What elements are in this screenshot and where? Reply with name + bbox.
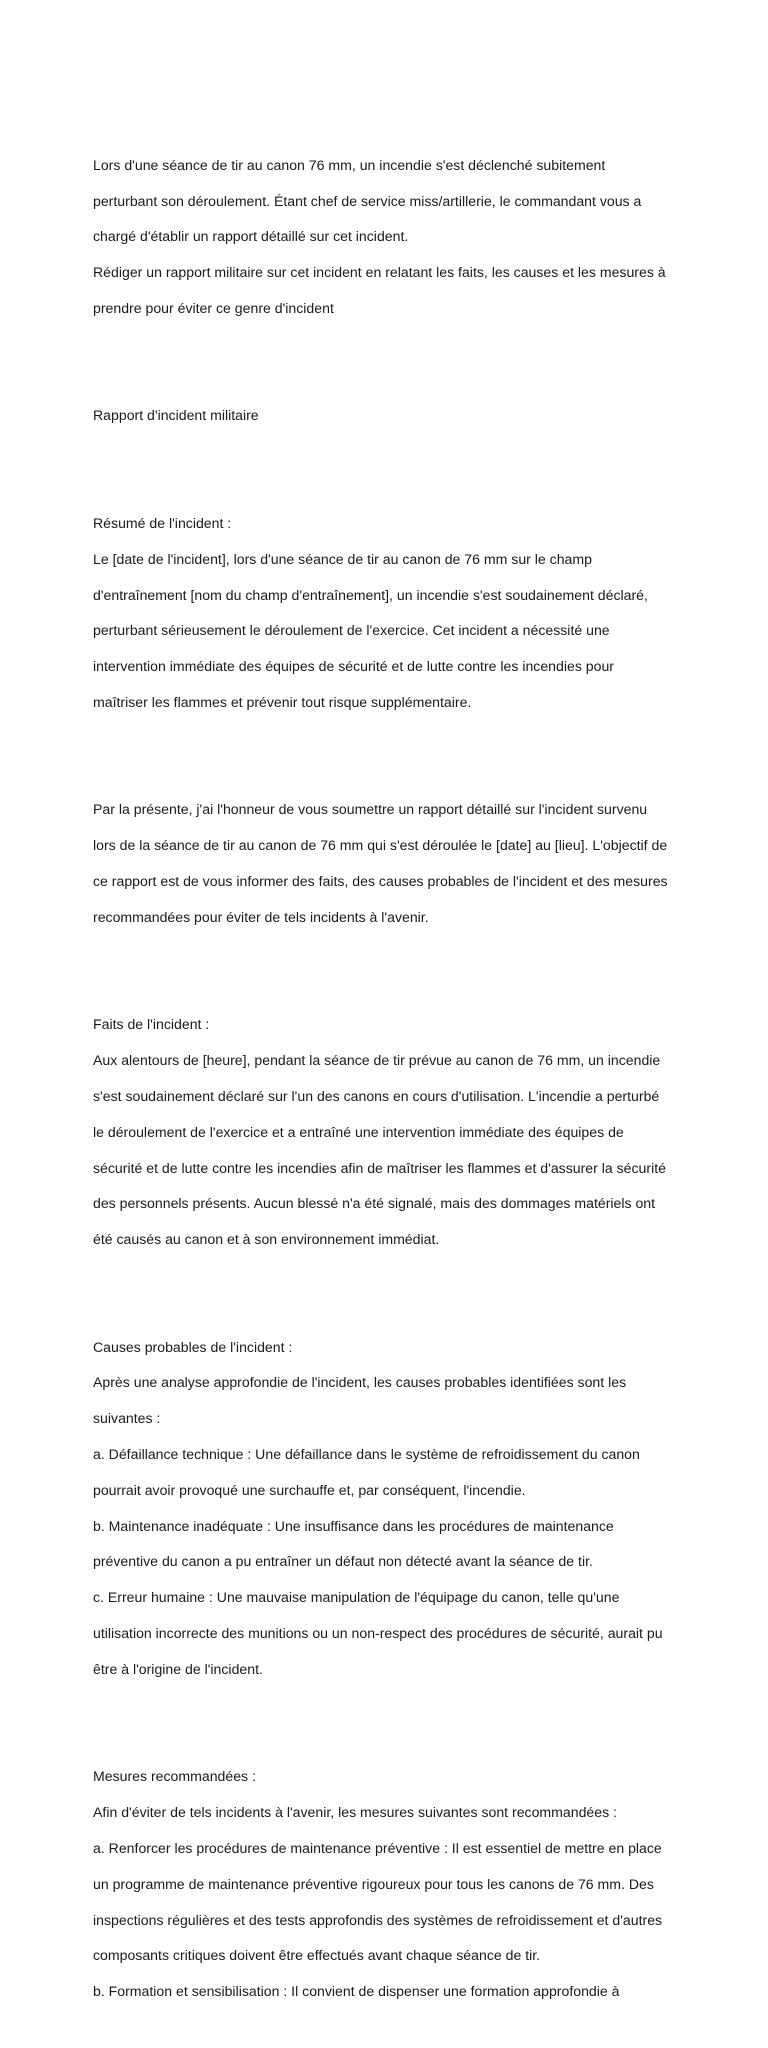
text-line: Le [date de l'incident], lors d'une séance de tir au canon de 76 mm sur le champ: [93, 550, 592, 567]
list-item-c: c. Erreur humaine : Une mauvaise manipulation de l'équipage du canon, telle qu'une: [93, 1589, 620, 1606]
text-line: s'est soudainement déclaré sur l'un des canons en cours d'utilisation. L'incendie a perturbé: [93, 1087, 660, 1104]
text-line: le déroulement de l'exercice et a entraîné une intervention immédiate des équipes de: [93, 1123, 624, 1140]
text-line: perturbant sérieusement le déroulement de l'exercice. Cet incident a nécessité une: [93, 622, 610, 639]
text-line: inspections régulières et des tests approfondis des systèmes de refroidissement et d'autres: [93, 1911, 663, 1928]
report-title: Rapport d'incident militaire: [93, 407, 259, 424]
text-line: intervention immédiate des équipes de sécurité et de lutte contre les incendies pour: [93, 658, 614, 675]
text-line: des personnels présents. Aucun blessé n'a été signalé, mais des dommages matériels ont: [93, 1195, 656, 1212]
text-line: suivantes :: [93, 1410, 161, 1427]
section-heading: Résumé de l'incident :: [93, 514, 232, 531]
text-line: maîtriser les flammes et prévenir tout risque supplémentaire.: [93, 693, 472, 710]
causes-section: [93, 1321, 673, 1697]
text-line: Aux alentours de [heure], pendant la séance de tir prévue au canon de 76 mm, un incendie: [93, 1052, 661, 1069]
text-line: été causés au canon et à son environnement immédiat.: [93, 1231, 440, 1248]
text-line: Par la présente, j'ai l'honneur de vous soumettre un rapport détaillé sur l'incident survenu: [93, 801, 648, 818]
text-line: être à l'origine de l'incident.: [93, 1660, 263, 1677]
intro-paragraph: [93, 139, 673, 336]
section-heading: Causes probables de l'incident :: [93, 1338, 293, 1355]
text-line: perturbant son déroulement. Étant chef de service miss/artillerie, le commandant vous a: [93, 192, 642, 209]
text-line: Après une analyse approfondie de l'incident, les causes probables identifiées sont les: [93, 1374, 627, 1391]
text-line: Lors d'une séance de tir au canon 76 mm, un incendie s'est déclenché subitement: [93, 156, 606, 173]
presentation-paragraph: [93, 783, 673, 944]
summary-section: [93, 497, 673, 730]
facts-section: [93, 998, 673, 1267]
list-item-a: a. Défaillance technique : Une défaillance dans le système de refroidissement du canon: [93, 1445, 640, 1462]
text-line: préventive du canon a pu entraîner un défaut non détecté avant la séance de tir.: [93, 1553, 593, 1570]
text-line: prendre pour éviter ce genre d'incident: [93, 300, 334, 317]
section-heading: Mesures recommandées :: [93, 1768, 256, 1785]
list-item-b: b. Maintenance inadéquate : Une insuffisance dans les procédures de maintenance: [93, 1517, 614, 1534]
text-line: lors de la séance de tir au canon de 76 mm qui s'est déroulée le [date] au [lieu]. L'objectif de: [93, 837, 668, 854]
text-line: recommandées pour éviter de tels incidents à l'avenir.: [93, 908, 429, 925]
document-page: [93, 121, 673, 2048]
text-line: utilisation incorrecte des munitions ou un non-respect des procédures de sécurité, aurait pu: [93, 1625, 663, 1642]
section-heading: Faits de l'incident :: [93, 1016, 210, 1033]
text-line: Afin d'éviter de tels incidents à l'avenir, les mesures suivantes sont recommandées :: [93, 1804, 617, 1821]
measures-section: [93, 1750, 673, 2019]
report-title-block: [93, 390, 673, 444]
text-line: un programme de maintenance préventive rigoureux pour tous les canons de 76 mm. Des: [93, 1875, 654, 1892]
text-line: Rédiger un rapport militaire sur cet incident en relatant les faits, les causes et les mesures à: [93, 264, 666, 281]
text-line: sécurité et de lutte contre les incendies afin de maîtriser les flammes et d'assurer la sécurité: [93, 1159, 666, 1176]
text-line: pourrait avoir provoqué une surchauffe et, par conséquent, l'incendie.: [93, 1481, 526, 1498]
text-line: chargé d'établir un rapport détaillé sur cet incident.: [93, 228, 409, 245]
list-item-a: a. Renforcer les procédures de maintenance préventive : Il est essentiel de mettre en place: [93, 1839, 662, 1856]
text-line: d'entraînement [nom du champ d'entraînement], un incendie s'est soudainement déclaré,: [93, 586, 648, 603]
list-item-b: b. Formation et sensibilisation : Il convient de dispenser une formation approfondie à: [93, 1983, 620, 2000]
text-line: ce rapport est de vous informer des faits, des causes probables de l'incident et des mesures: [93, 873, 668, 890]
text-line: composants critiques doivent être effectués avant chaque séance de tir.: [93, 1947, 541, 1964]
